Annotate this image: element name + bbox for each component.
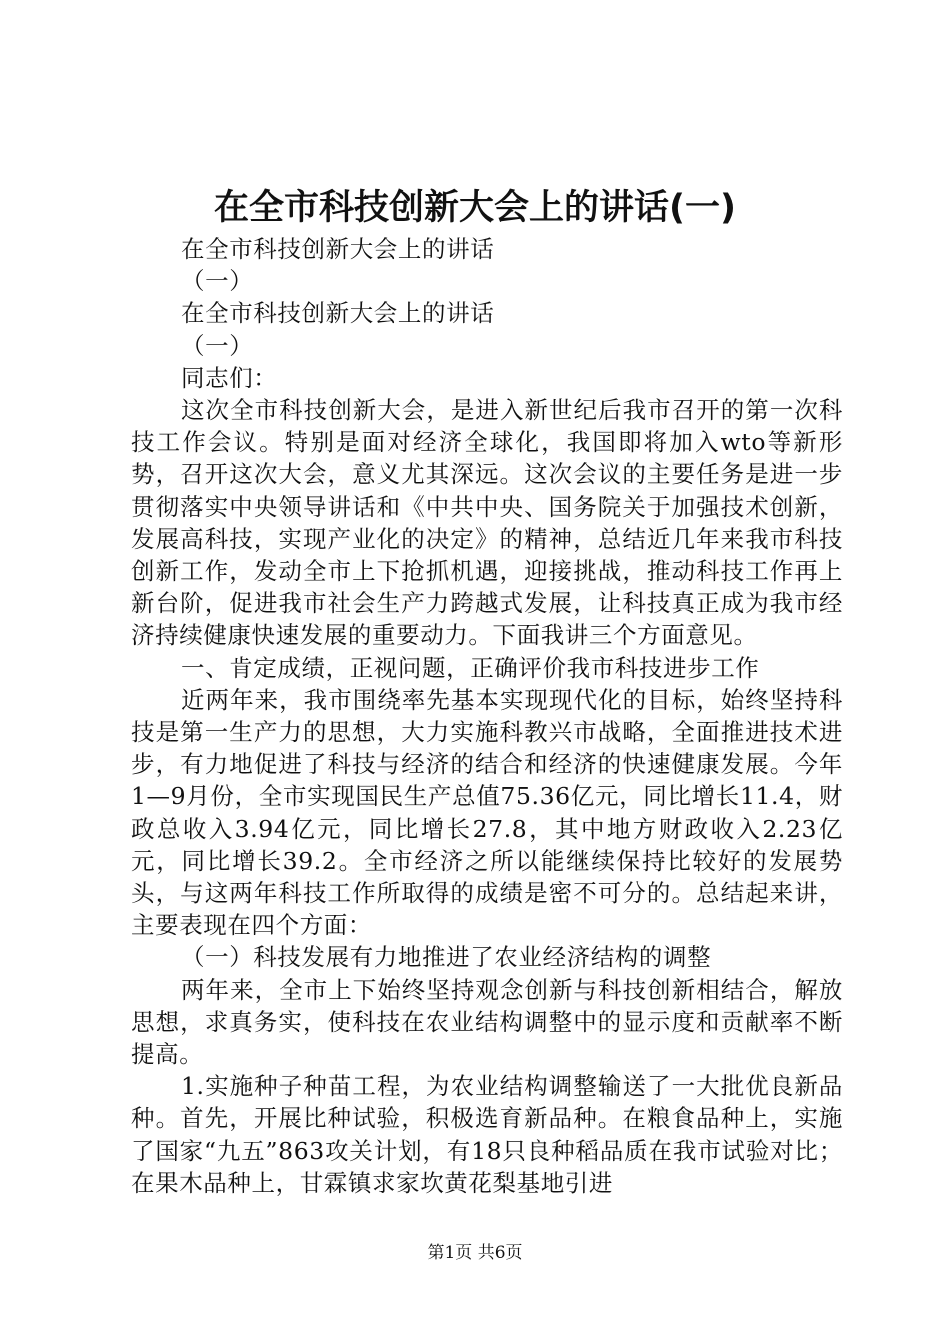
subtitle-number: （一） — [181, 267, 254, 296]
subtitle-number-repeat: （一） — [181, 331, 254, 360]
document-body — [131, 233, 843, 1199]
subtitle-line: 在全市科技创新大会上的讲话 — [181, 235, 495, 263]
paragraph-intro: 这次全市科技创新大会，是进入新世纪后我市召开的第一次科技工作会议。特别是面对经济全球化，我国即将加入wto等新形势，召开这次大会，意义尤其深远。这次会议的主要任务是进一步贯彻落实中央领导讲话和《中共中央、国务院关于加强技术创新，发展高科技，实现产业化的决定》的精神，总结近几年来我市科技创新工作，发动全市上下抢抓机遇，迎接挑战，推动科技工作再上新台阶，促进我市社会生产力跨越式发展，让科技真正成为我市经济持续健康快速发展的重要动力。下面我讲三个方面意见。 — [131, 396, 843, 650]
subtitle-line-repeat: 在全市科技创新大会上的讲话 — [181, 299, 495, 328]
paragraph-agriculture: 两年来，全市上下始终坚持观念创新与科技创新相结合，解放思想，求真务实，使科技在农业结构调整中的显示度和贡献率不断提高。 — [131, 975, 843, 1069]
page-footer: 第1页 共6页 — [427, 1243, 523, 1263]
subsection-heading-1: （一）科技发展有力地推进了农业经济结构的调整 — [181, 943, 712, 972]
salutation: 同志们： — [181, 363, 278, 392]
paragraph-seed-project: 1.实施种子种苗工程，为农业结构调整输送了一大批优良新品种。首先，开展比种试验，积极选育新品种。在粮食品种上，实施了国家“九五”863攻关计划，有18只良种稻品质在我市试验对比；在果木品种上，甘霖镇求家坎黄花梨基地引进 — [131, 1072, 843, 1197]
section-heading-1: 一、肯定成绩，正视问题，正确评价我市科技进步工作 — [181, 653, 760, 682]
paragraph-achievements: 近两年来，我市围绕率先基本实现现代化的目标，始终坚持科技是第一生产力的思想，大力实施科教兴市战略，全面推进技术进步，有力地促进了科技与经济的结合和经济的快速健康发展。今年1—9月份，全市实现国民生产总值75.36亿元，同比增长11.4，财政总收入3.94亿元，同比增长27.8，其中地方财政收入2.23亿元，同比增长39.2。全市经济之所以能继续保持比较好的发展势头，与这两年科技工作所取得的成绩是密不可分的。总结起来讲，主要表现在四个方面： — [131, 685, 843, 940]
document-title: 在全市科技创新大会上的讲话(一) — [214, 188, 736, 228]
